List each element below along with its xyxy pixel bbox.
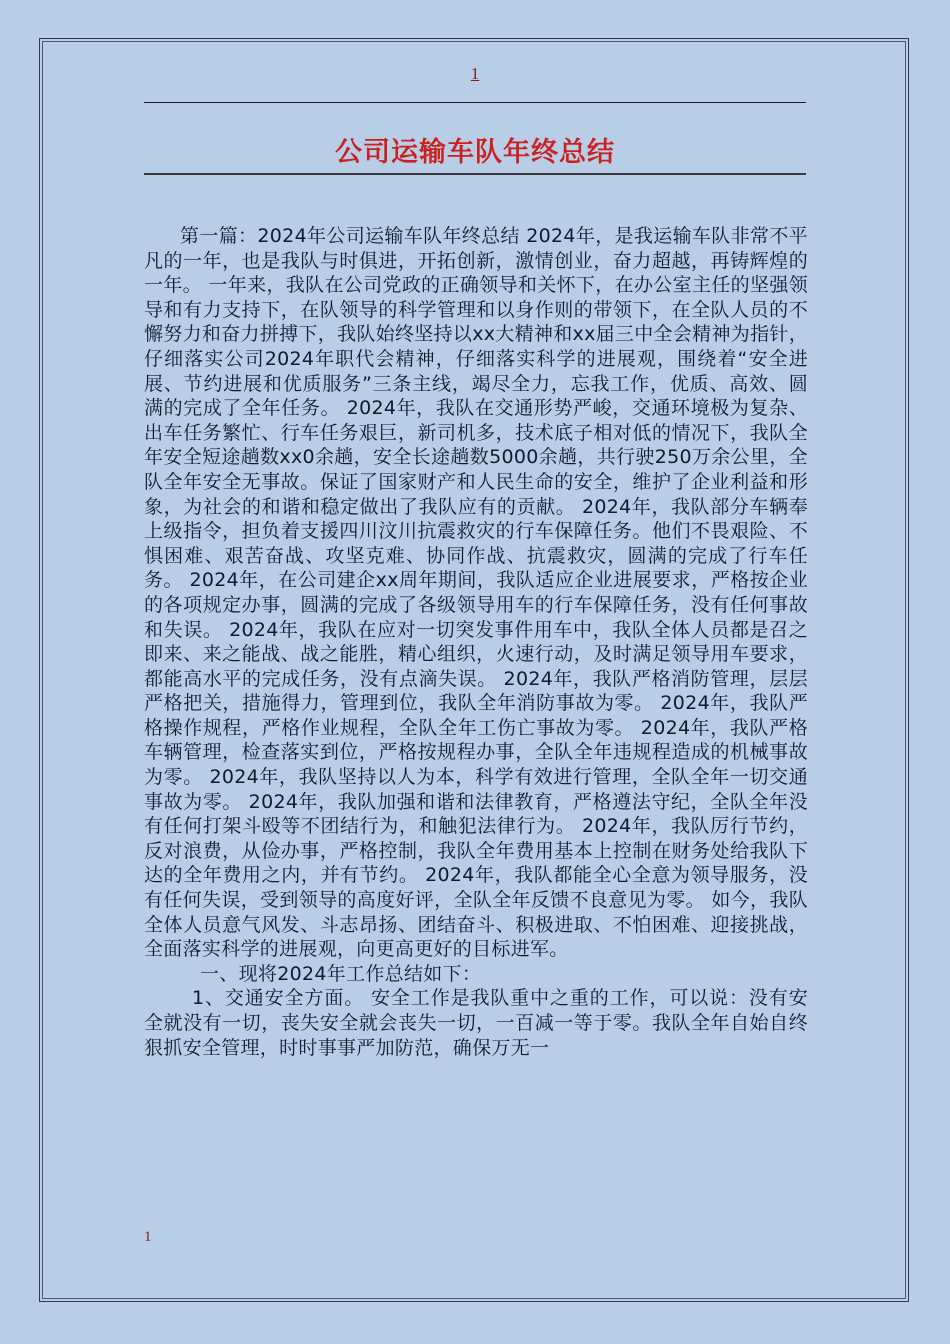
body-paragraph-main: 第一篇：2024年公司运输车队年终总结 2024年，是我运输车队非常不平凡的一年，也是我队与时俱进，开拓创新，激情创业，奋力超越，再铸辉煌的一年。 一年来，我队在公司党政的正确领导和关怀下，在办公室主任的坚强领导和有力支持下，在队领导的科学管理和以身作则的带领下，在全队人员的不懈努力和奋力拼搏下，我队始终坚持以xx大精神和xx届三中全会精神为指针，仔细落实公司2024年职代会精神，仔细落实科学的进展观，围绕着“安全进展、节约进展和优质服务”三条主线，竭尽全力，忘我工作，优质、高效、圆满的完成了全年任务。 2024年，我队在交通形势严峻，交通环境极为复杂、出车任务繁忙、行车任务艰巨，新司机多，技术底子相对低的情况下，我队全年安全短途趟数xx0余趟，安全长途趟数5000余趟，共行驶250万余公里，全队全年安全无事故。保证了国家财产和人民生命的安全，维护了企业利益和形象，为社会的和谐和稳定做出了我队应有的贡献。 2024年，我队部分车辆奉上级指令，担负着支援四川汶川抗震救灾的行车保障任务。他们不畏艰险、不惧困难、艰苦奋战、攻坚克难、协同作战、抗震救灾，圆满的完成了行车任务。 2024年，在公司建企xx周年期间，我队适应企业进展要求，严格按企业的各项规定办事，圆满的完成了各级领导用车的行车保障任务，没有任何事故和失误。 2024年，我队在应对一切突发事件用车中，我队全体人员都是召之即来、来之能战、战之能胜，精心组织，火速行动，及时满足领导用车要求，都能高水平的完成任务，没有点滴失误。 2024年，我队严格消防管理，层层严格把关，措施得力，管理到位，我队全年消防事故为零。 2024年，我队严格操作规程，严格作业规程，全队全年工伤亡事故为零。 2024年，我队严格车辆管理，检查落实到位，严格按规程办事，全队全年违规程造成的机械事故为零。 2024年，我队坚持以人为本，科学有效进行管理，全队全年一切交通事故为零。 2024年，我队加强和谐和法律教育，严格遵法守纪，全队全年没有任何打架斗殴等不团结行为，和触犯法律行为。 2024年，我队厉行节约，反对浪费，从俭办事，严格控制，我队全年费用基本上控制在财务处给我队下达的全年费用之内，并有节约。 2024年，我队都能全心全意为领导服务，没有任何失误，受到领导的高度好评，全队全年反馈不良意见为零。 如今，我队全体人员意气风发、斗志昂扬、团结奋斗、积极进取、不怕困难、迎接挑战，全面落实科学的进展观，向更高更好的目标进军。: [144, 225, 808, 961]
document-body: [144, 224, 808, 1060]
body-paragraph-traffic-safety: 1、交通安全方面。 安全工作是我队重中之重的工作，可以说：没有安全就没有一切，丧失安全就会丧失一切，一百减一等于零。我队全年自始自终狠抓安全管理，时时事事严加防范，确保万无一: [144, 987, 808, 1059]
body-paragraph-section-heading: 一、现将2024年工作总结如下：: [200, 962, 482, 985]
document-title: 公司运输车队年终总结: [335, 137, 615, 168]
title-divider: [144, 173, 806, 175]
header-page-number: 1: [470, 64, 480, 83]
header-divider: [144, 102, 806, 103]
footer-page-number: 1: [144, 1229, 152, 1245]
